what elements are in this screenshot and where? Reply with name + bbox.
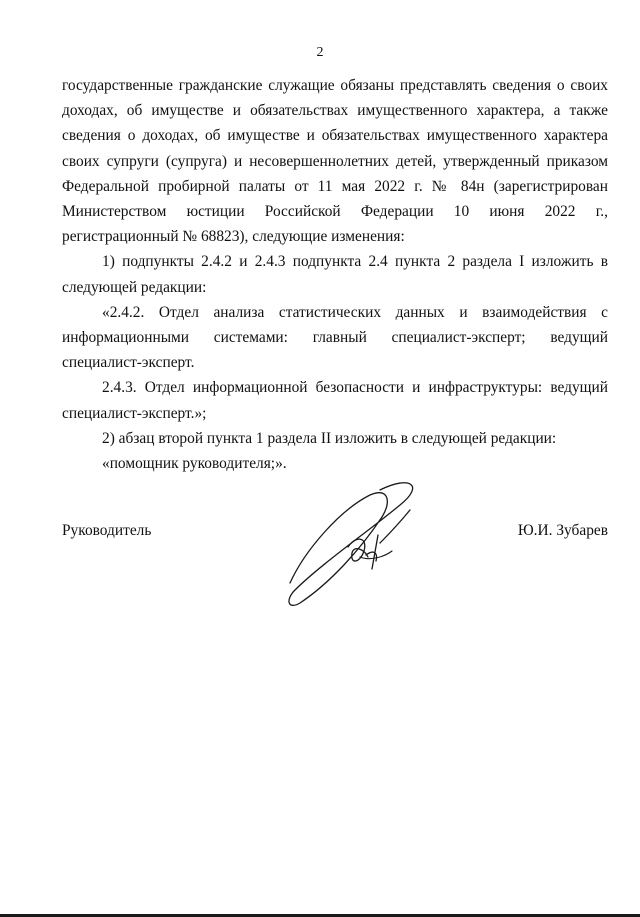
signatory-name: Ю.И. Зубарев [517,522,608,539]
paragraph-item-2-4-2: «2.4.2. Отдел анализа статистических данных и взаимодействия с информационными системами: главный специалист-эксперт; ведущий специалист-эксперт. [62,303,608,372]
paragraph-change-1: 1) подпункты 2.4.2 и 2.4.3 подпункта 2.4 пункта 2 раздела I изложить в следующей редакции: [62,253,608,296]
paragraph-intro-continuation: государственные гражданские служащие обязаны представлять сведения о своих доходах, об имуществе и обязательствах имущественного характера, а также сведения о доходах, об имуществе и обязательствах имущественного характера своих супруги (супруга) и несовершеннолетних детей, утвержденный приказом Федеральной пробирной палаты от 11 мая 2022 г. № 84н (зарегистрирован Министерством юстиции Российской Федерации 10 июня 2022 г., регистрационный № 68823), следующие изменения: [62,77,608,246]
signatory-position: Руководитель [62,522,152,539]
document-body [62,73,608,476]
paragraph-new-text: «помощник руководителя;». [102,455,287,473]
paragraph-change-2: 2) абзац второй пункта 1 раздела II изложить в следующей редакции: [102,429,557,447]
page-number: 2 [316,45,324,60]
handwritten-signature [260,465,440,615]
paragraph-item-2-4-3: 2.4.3. Отдел информационной безопасности и инфраструктуры: ведущий специалист-эксперт.»; [62,379,608,422]
